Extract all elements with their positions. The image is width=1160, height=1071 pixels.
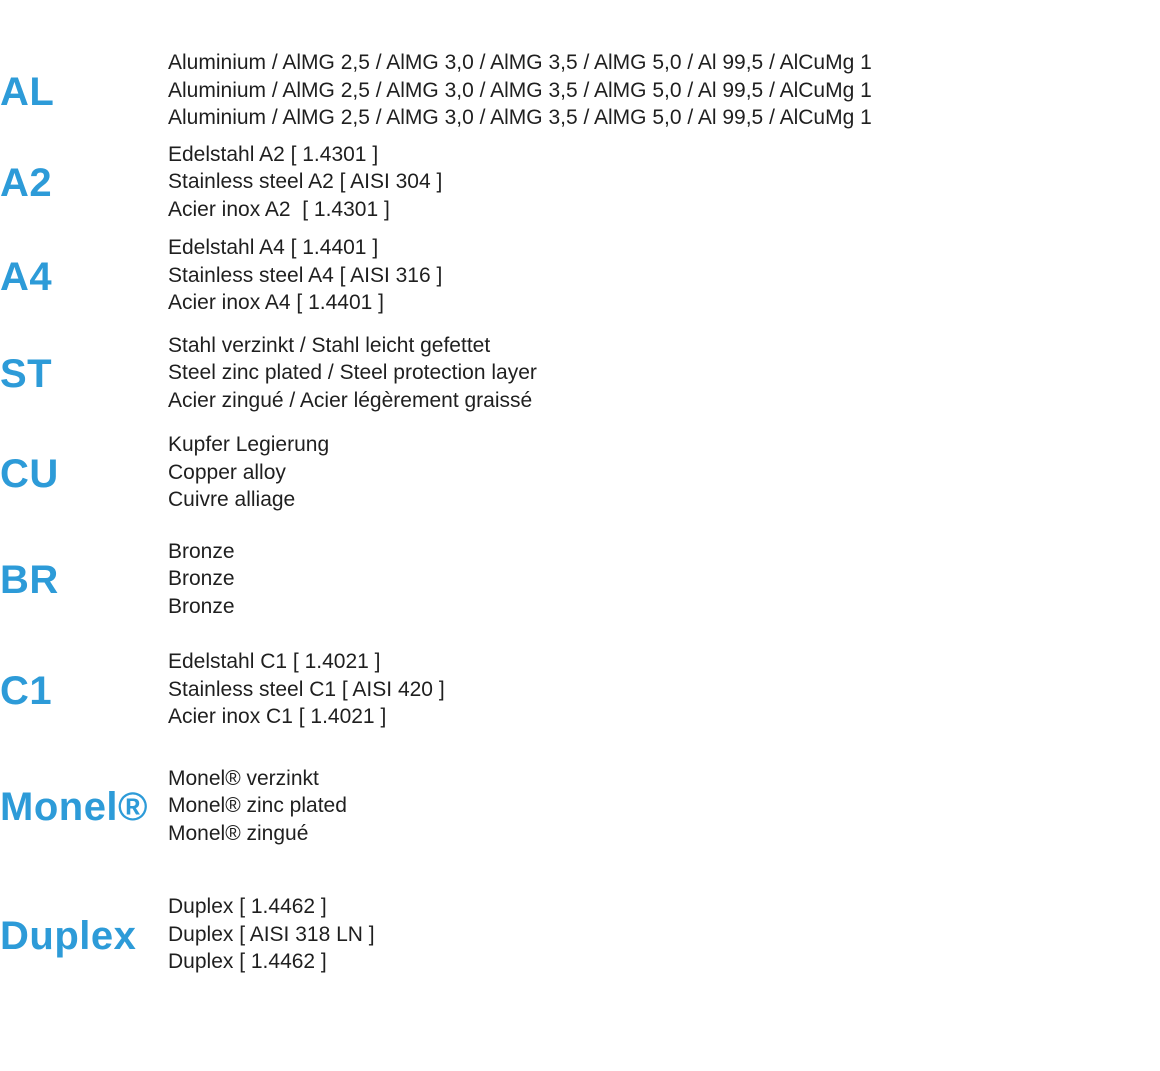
material-desc-fr: Acier inox A4 [ 1.4401 ] xyxy=(168,291,384,314)
material-descriptions xyxy=(168,141,1160,224)
material-row-duplex xyxy=(0,893,1160,976)
material-desc-de: Edelstahl A4 [ 1.4401 ] xyxy=(168,236,379,259)
material-desc-fr: Bronze xyxy=(168,594,235,618)
material-desc-de: Aluminium / AlMG 2,5 / AlMG 3,0 / AlMG 3,5 / AlMG 5,0 / Al 99,5 / AlCuMg 1 xyxy=(168,51,872,74)
material-descriptions xyxy=(168,765,1160,848)
material-desc-fr: Monel® zingué xyxy=(168,821,309,845)
material-code: BR xyxy=(0,558,59,603)
material-desc-en: Duplex [ AISI 318 LN ] xyxy=(168,922,375,946)
material-desc-de: Kupfer Legierung xyxy=(168,433,330,456)
material-desc-en: Aluminium / AlMG 2,5 / AlMG 3,0 / AlMG 3,5 / AlMG 5,0 / Al 99,5 / AlCuMg 1 xyxy=(168,78,872,102)
material-row-al xyxy=(0,49,1160,132)
material-row-cu xyxy=(0,431,1160,514)
material-desc-en: Monel® zinc plated xyxy=(168,794,347,817)
material-descriptions xyxy=(168,648,1160,731)
material-desc-de: Duplex [ 1.4462 ] xyxy=(168,895,327,918)
material-row-a2 xyxy=(0,141,1160,224)
material-descriptions xyxy=(168,234,1160,317)
material-descriptions xyxy=(168,332,1160,415)
material-descriptions xyxy=(168,893,1160,976)
material-code: C1 xyxy=(0,668,53,713)
material-desc-en: Bronze xyxy=(168,567,235,590)
material-desc-de: Edelstahl C1 [ 1.4021 ] xyxy=(168,650,381,673)
material-desc-en: Stainless steel A2 [ AISI 304 ] xyxy=(168,170,443,193)
material-desc-fr: Duplex [ 1.4462 ] xyxy=(168,950,327,973)
material-desc-en: Steel zinc plated / Steel protection layer xyxy=(168,361,537,384)
material-descriptions xyxy=(168,431,1160,514)
material-code: AL xyxy=(0,69,55,114)
material-row-st xyxy=(0,332,1160,415)
material-descriptions xyxy=(168,49,1160,132)
material-code: Duplex xyxy=(0,913,137,958)
material-desc-en: Copper alloy xyxy=(168,460,286,484)
material-row-monel xyxy=(0,765,1160,848)
material-code: ST xyxy=(0,352,53,397)
material-code: Monel® xyxy=(0,785,149,830)
material-desc-fr: Acier inox A2 [ 1.4301 ] xyxy=(168,197,390,221)
material-row-c1 xyxy=(0,648,1160,731)
material-row-br xyxy=(0,538,1160,621)
material-code: CU xyxy=(0,451,59,496)
material-desc-de: Bronze xyxy=(168,539,235,563)
material-desc-de: Monel® verzinkt xyxy=(168,766,319,790)
material-desc-de: Stahl verzinkt / Stahl leicht gefettet xyxy=(168,333,491,357)
material-desc-fr: Cuivre alliage xyxy=(168,488,296,511)
material-desc-fr: Acier zingué / Acier légèrement graissé xyxy=(168,388,533,412)
material-code: A2 xyxy=(0,161,53,206)
material-descriptions xyxy=(168,538,1160,621)
material-desc-en: Stainless steel A4 [ AISI 316 ] xyxy=(168,263,443,287)
material-desc-fr: Acier inox C1 [ 1.4021 ] xyxy=(168,705,387,728)
material-desc-de: Edelstahl A2 [ 1.4301 ] xyxy=(168,142,379,166)
material-desc-en: Stainless steel C1 [ AISI 420 ] xyxy=(168,677,445,701)
material-code: A4 xyxy=(0,254,53,299)
material-desc-fr: Aluminium / AlMG 2,5 / AlMG 3,0 / AlMG 3,5 / AlMG 5,0 / Al 99,5 / AlCuMg 1 xyxy=(168,106,872,129)
material-row-a4 xyxy=(0,234,1160,317)
